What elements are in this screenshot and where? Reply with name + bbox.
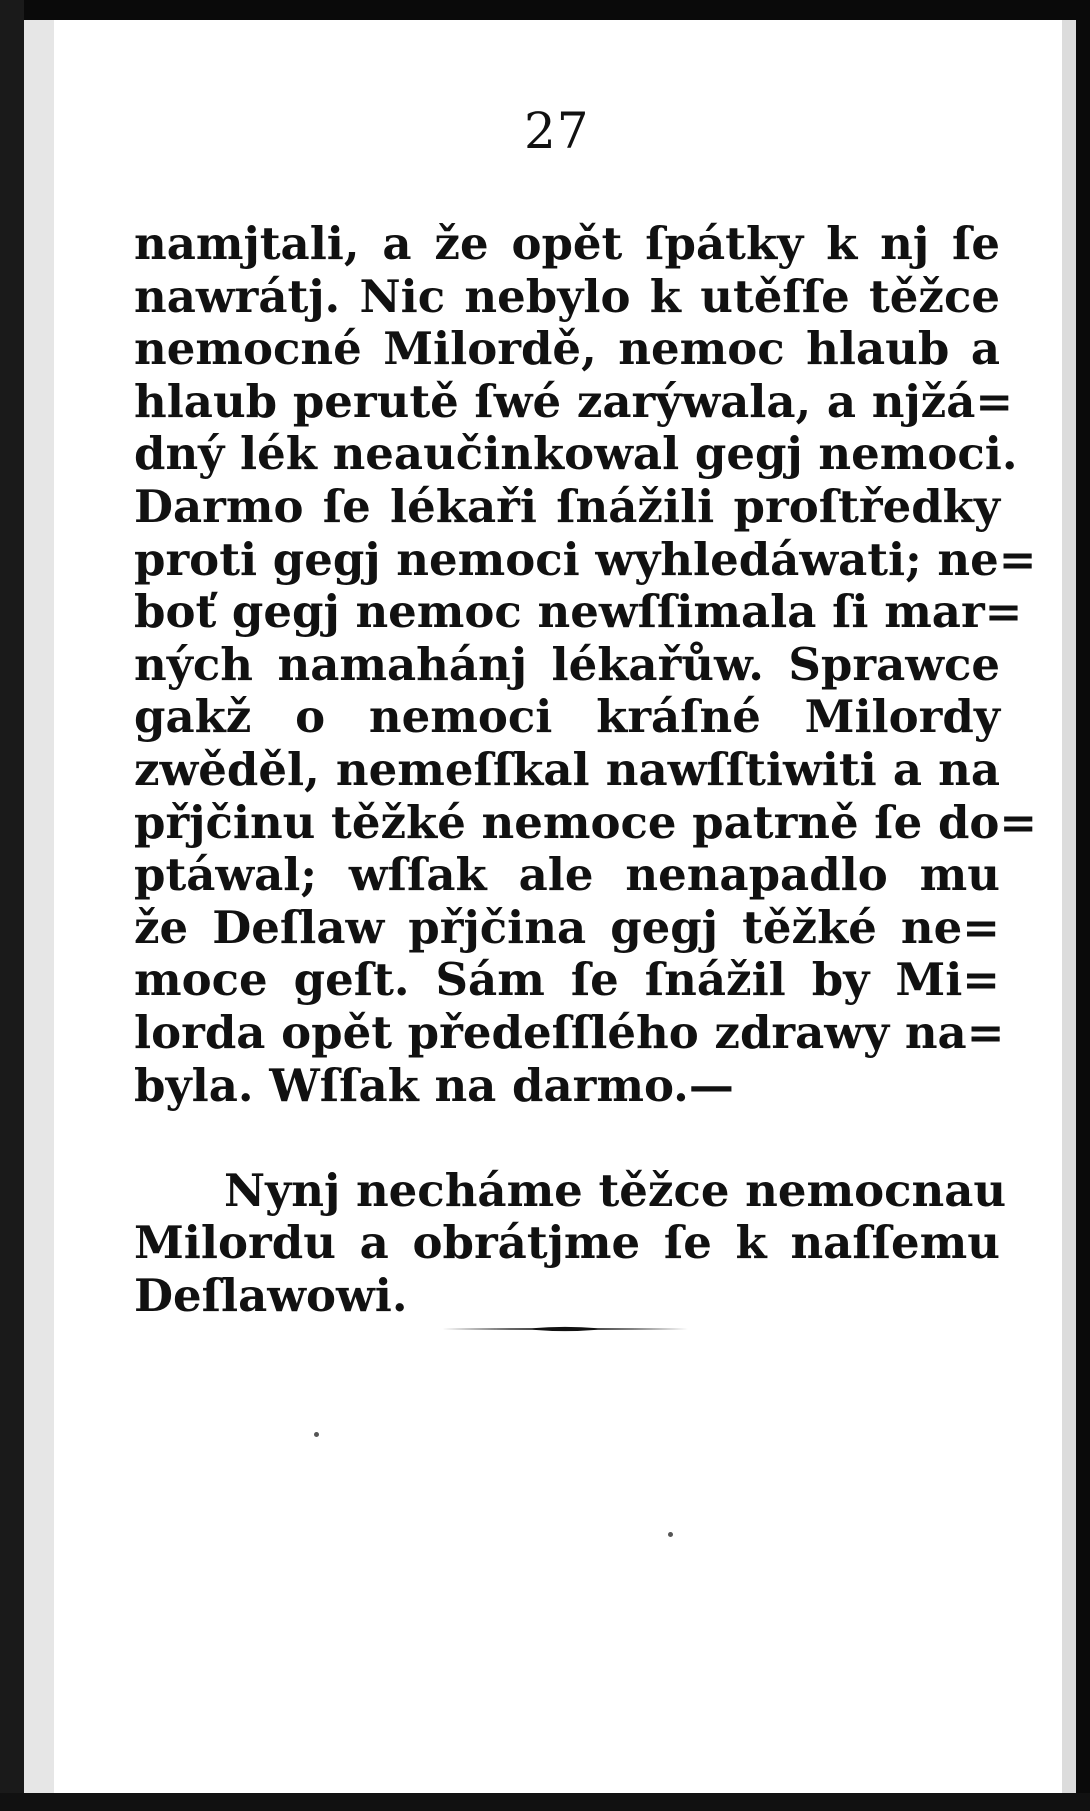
text-line: ných namahánj lékařůw. Sprawce: [134, 637, 1000, 691]
text-line: proti gegj nemoci wyhledáwati; ne=: [134, 532, 1037, 586]
text-line: Nynj necháme těžce nemocnau: [224, 1163, 1007, 1217]
scan-edge-top: [0, 0, 1090, 20]
paper-speck: [314, 1432, 319, 1437]
scan-edge-right: [1076, 0, 1090, 1811]
text-line: nawrátj. Nic nebylo k utěſſe těžce: [134, 269, 1000, 323]
scan-edge-bottom: [0, 1793, 1090, 1811]
page-number: 27: [524, 102, 590, 160]
paper-speck: [668, 1532, 673, 1537]
text-line: že Deſlaw přjčina gegj těžké ne=: [134, 900, 1000, 954]
text-line: Deſlawowi.: [134, 1268, 408, 1322]
text-line: zwěděl, nemeſſkal nawſſtiwiti a na: [134, 742, 1000, 796]
page-edge-shadow: [1062, 20, 1076, 1811]
text-line: přjčinu těžké nemoce patrně ſe do=: [134, 795, 1038, 849]
text-line: boť gegj nemoc newſſimala ſi mar=: [134, 585, 1023, 639]
book-page: [54, 20, 1048, 1793]
scan-edge-left: [0, 0, 24, 1811]
paragraph-gap: [134, 1112, 1000, 1165]
text-line: gakž o nemoci kráſné Milordy: [134, 690, 1000, 744]
text-line: byla. Wſſak na darmo.—: [134, 1058, 734, 1112]
facing-page-sliver: [24, 20, 54, 1811]
text-line: dný lék neaučinkowal gegj nemoci.: [134, 427, 1018, 481]
text-line: lorda opět předeſſlého zdrawy na=: [134, 1005, 1005, 1059]
text-line: namjtali, a že opět ſpátky k nj ſe: [134, 217, 1000, 270]
text-line: nemocné Milordě, nemoc hlaub a: [134, 322, 1000, 376]
text-line: ptáwal; wſſak ale nenapadlo mu: [134, 848, 1000, 902]
body-text: [134, 217, 1038, 1322]
text-line: Milordu a obrátjme ſe k naſſemu: [134, 1216, 1000, 1270]
text-line: hlaub perutě ſwé zarýwala, a njžá=: [134, 374, 1014, 428]
decorative-rule: [442, 1325, 688, 1333]
text-line: Darmo ſe lékaři ſnážili proſtředky: [134, 479, 1000, 533]
text-line: moce geſt. Sám ſe ſnážil by Mi=: [134, 953, 1000, 1007]
